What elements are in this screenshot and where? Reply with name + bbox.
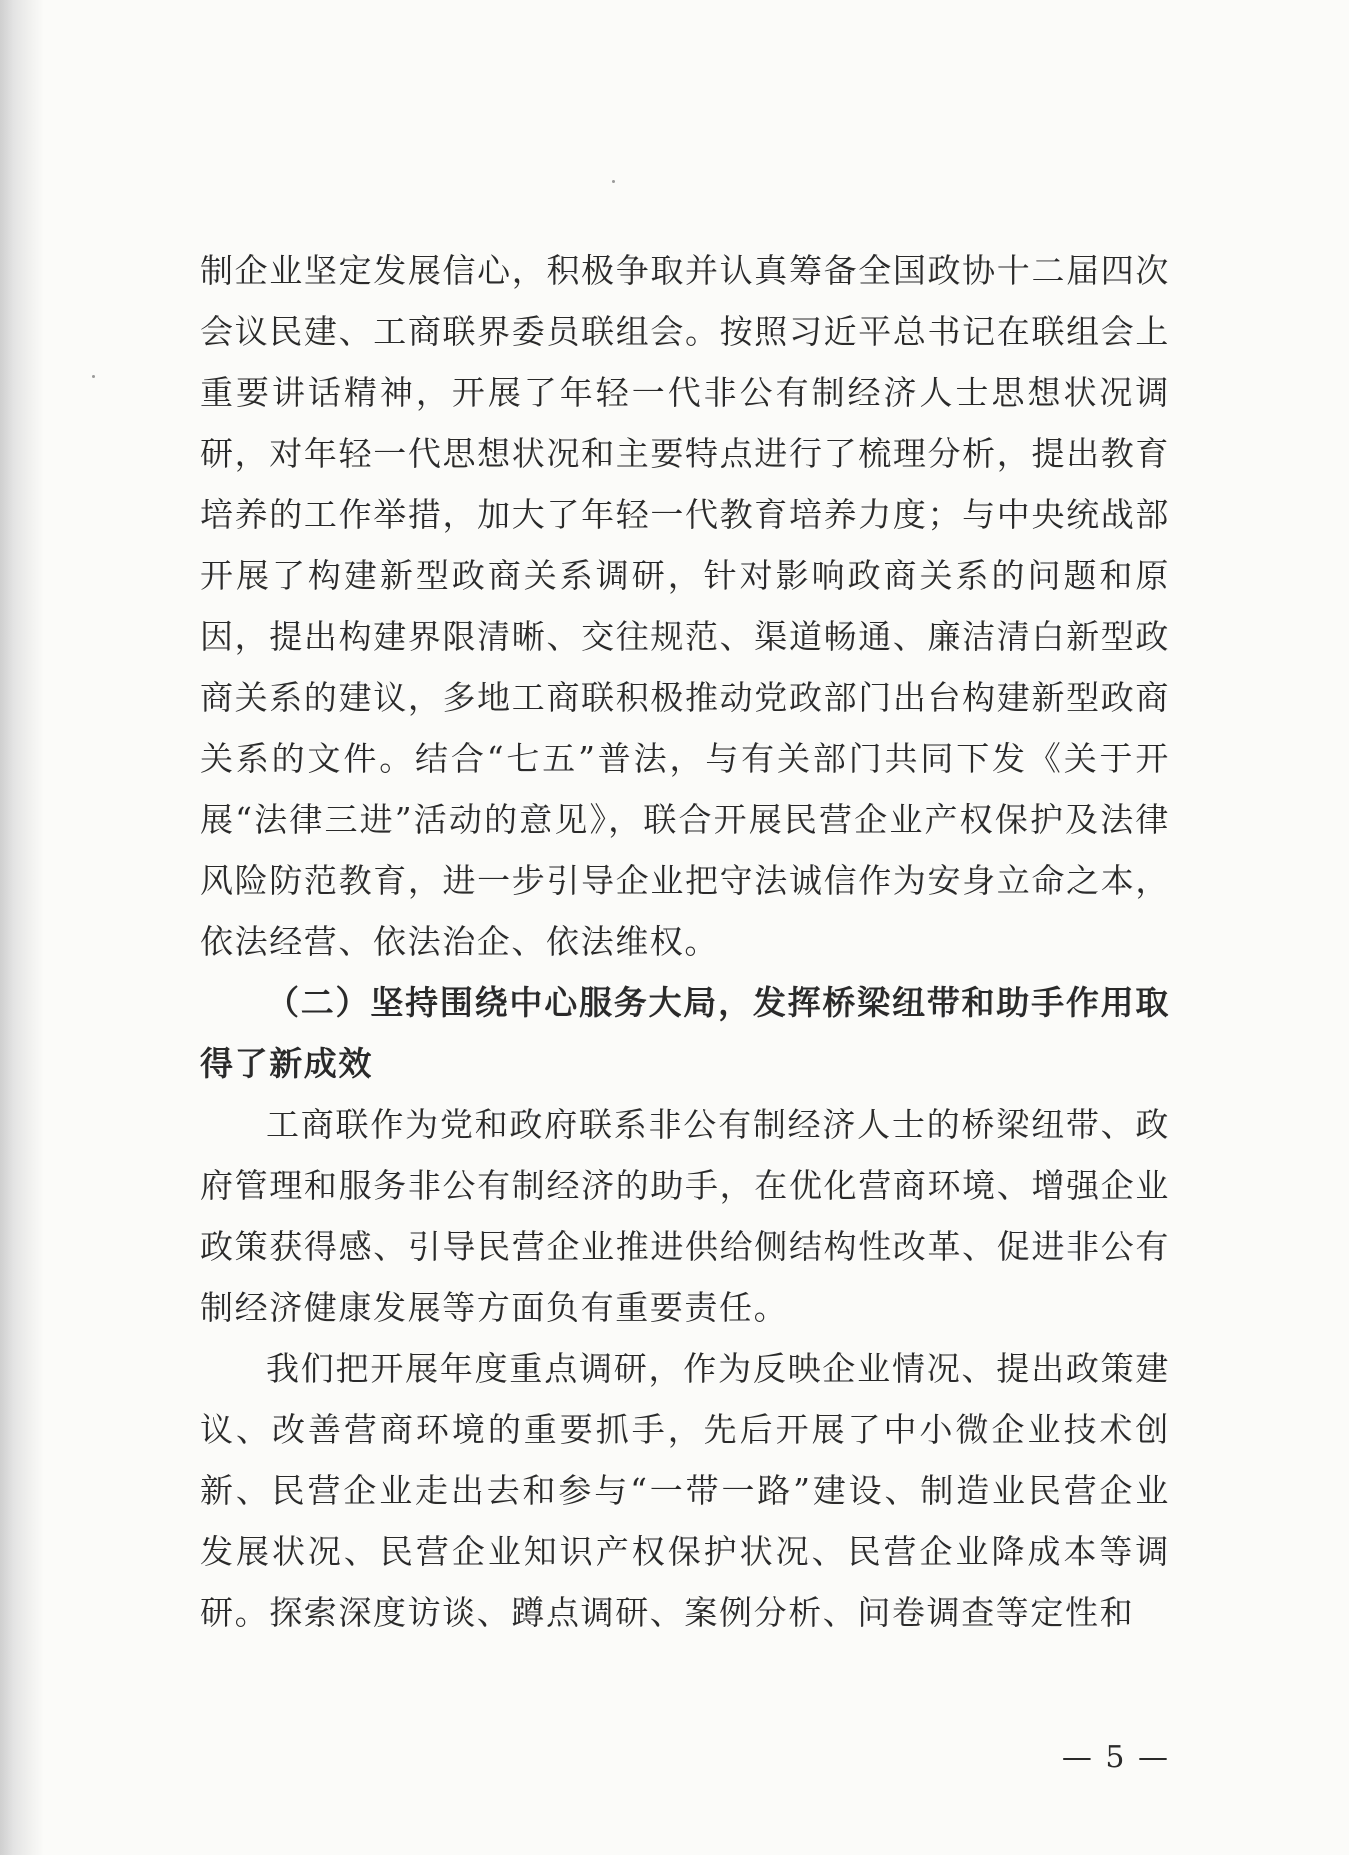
paragraph-continuation: 制企业坚定发展信心，积极争取并认真筹备全国政协十二届四次会议民建、工商联界委员联组会。按照习近平总书记在联组会上重要讲话精神，开展了年轻一代非公有制经济人士思想状况调研，对年轻一代思想状况和主要特点进行了梳理分析，提出教育培养的工作举措，加大了年轻一代教育培养力度；与中央统战部开展了构建新型政商关系调研，针对影响政商关系的问题和原因，提出构建界限清晰、交往规范、渠道畅通、廉洁清白新型政商关系的建议，多地工商联积极推动党政部门出台构建新型政商关系的文件。结合“七五”普法，与有关部门共同下发《关于开展“法律三进”活动的意见》，联合开展民营企业产权保护及法律风险防范教育，进一步引导企业把守法诚信作为安身立命之本，依法经营、依法治企、依法维权。: [200, 251, 1170, 961]
paragraph: 工商联作为党和政府联系非公有制经济人士的桥梁纽带、政府管理和服务非公有制经济的助手，在优化营商环境、增强企业政策获得感、引导民营企业推进供给侧结构性改革、促进非公有制经济健康发展等方面负有重要责任。: [200, 1105, 1170, 1327]
section-heading: （二）坚持围绕中心服务大局，发挥桥梁纽带和助手作用取得了新成效: [200, 983, 1170, 1083]
page-number: — 5 —: [1061, 1740, 1170, 1775]
paragraph: 我们把开展年度重点调研，作为反映企业情况、提出政策建议、改善营商环境的重要抓手，先后开展了中小微企业技术创新、民营企业走出去和参与“一带一路”建设、制造业民营企业发展状况、民营企业知识产权保护状况、民营企业降成本等调研。探索深度访谈、蹲点调研、案例分析、问卷调查等定性和: [200, 1349, 1170, 1632]
body-text: [200, 240, 1170, 1643]
scan-speck: [612, 180, 615, 183]
scan-speck: [92, 375, 95, 378]
